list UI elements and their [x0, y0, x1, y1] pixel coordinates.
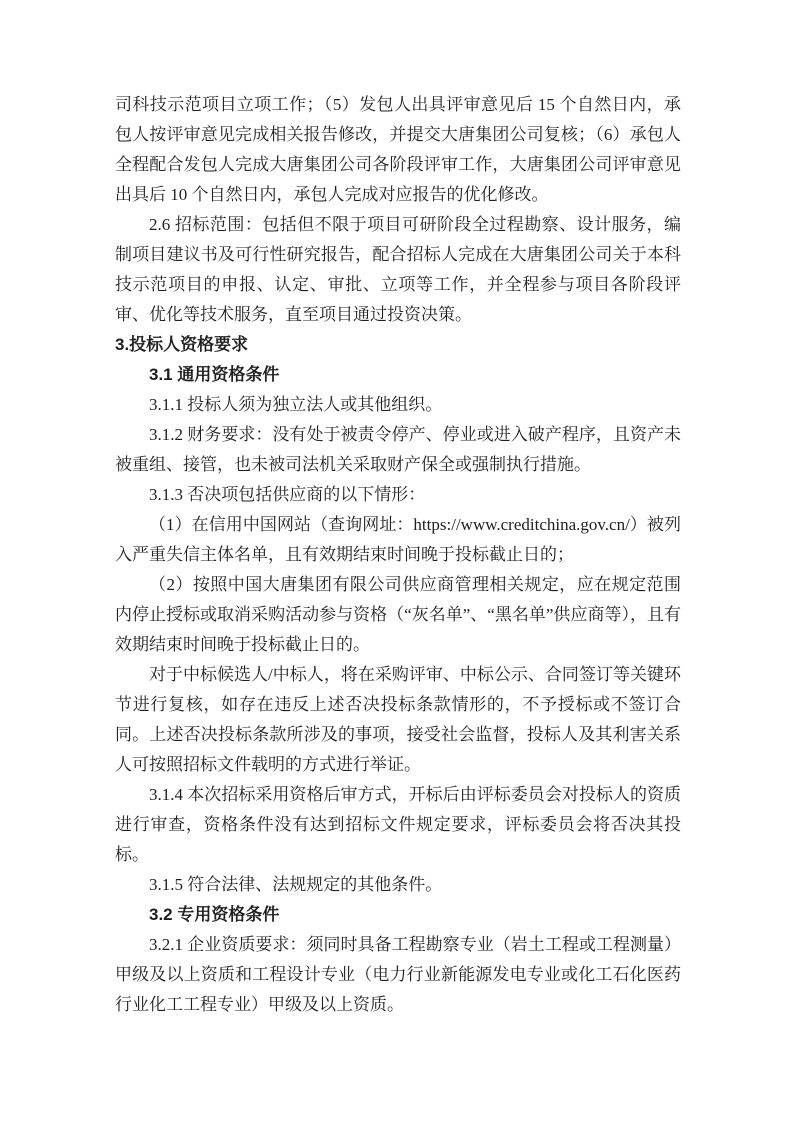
heading-3-bidder-qualifications: 3.投标人资格要求 — [115, 335, 249, 354]
clause-3-1-3-item-1-creditchina: （1）在信用中国网站（查询网址：https://www.creditchina.gov.cn/）被列入严重失信主体名单，且有效期结束时间晚于投标截止日的； — [115, 515, 681, 564]
clause-3-1-2-financial-requirements: 3.1.2 财务要求：没有处于被责令停产、停业或进入破产程序，且资产未被重组、接管，也未被司法机关采取财产保全或强制执行措施。 — [115, 425, 681, 474]
clause-3-1-1-independent-legal-person: 3.1.1 投标人须为独立法人或其他组织。 — [149, 395, 443, 414]
clause-3-1-4-post-qualification-review: 3.1.4 本次招标采用资格后审方式，开标后由评标委员会对投标人的资质进行审查，资格条件没有达到招标文件规定要求，评标委员会将否决其投标。 — [115, 785, 681, 864]
heading-3-2-special-conditions: 3.2 专用资格条件 — [149, 905, 280, 924]
clause-2-6-bid-scope: 2.6 招标范围：包括但不限于项目可研阶段全过程勘察、设计服务，编制项目建议书及可行性研究报告，配合招标人完成在大唐集团公司关于本科技示范项目的申报、认定、审批、立项等工作，并全程参与项目各阶段评审、优化等技术服务，直至项目通过投资决策。 — [115, 215, 681, 324]
para-continuation: 司科技示范项目立项工作；（5）发包人出具评审意见后 15 个自然日内，承包人按评审意见完成相关报告修改，并提交大唐集团公司复核；（6）承包人全程配合发包人完成大唐集团公司各阶段评审工作，大唐集团公司评审意见出具后 10 个自然日内，承包人完成对应报告的优化修改。 — [115, 95, 681, 204]
para-winning-candidate-review: 对于中标候选人/中标人，将在采购评审、中标公示、合同签订等关键环节进行复核，如存在违反上述否决投标条款情形的，不予授标或不签订合同。上述否决投标条款所涉及的事项，接受社会监督，投标人及其利害关系人可按照招标文件载明的方式进行举证。 — [115, 665, 681, 774]
clause-3-1-5-other-conditions: 3.1.5 符合法律、法规规定的其他条件。 — [149, 875, 443, 894]
clause-3-1-3-item-2-supplier-management: （2）按照中国大唐集团有限公司供应商管理相关规定，应在规定范围内停止授标或取消采购活动参与资格（“灰名单”、“黑名单”供应商等），且有效期结束时间晚于投标截止日的。 — [115, 575, 681, 654]
clause-3-2-1-enterprise-qualification: 3.2.1 企业资质要求：须同时具备工程勘察专业（岩土工程或工程测量）甲级及以上资质和工程设计专业（电力行业新能源发电专业或化工石化医药行业化工工程专业）甲级及以上资质。 — [115, 935, 681, 1014]
heading-3-1-general-conditions: 3.1 通用资格条件 — [149, 365, 280, 384]
clause-3-1-3-rejection-items: 3.1.3 否决项包括供应商的以下情形： — [149, 485, 426, 504]
